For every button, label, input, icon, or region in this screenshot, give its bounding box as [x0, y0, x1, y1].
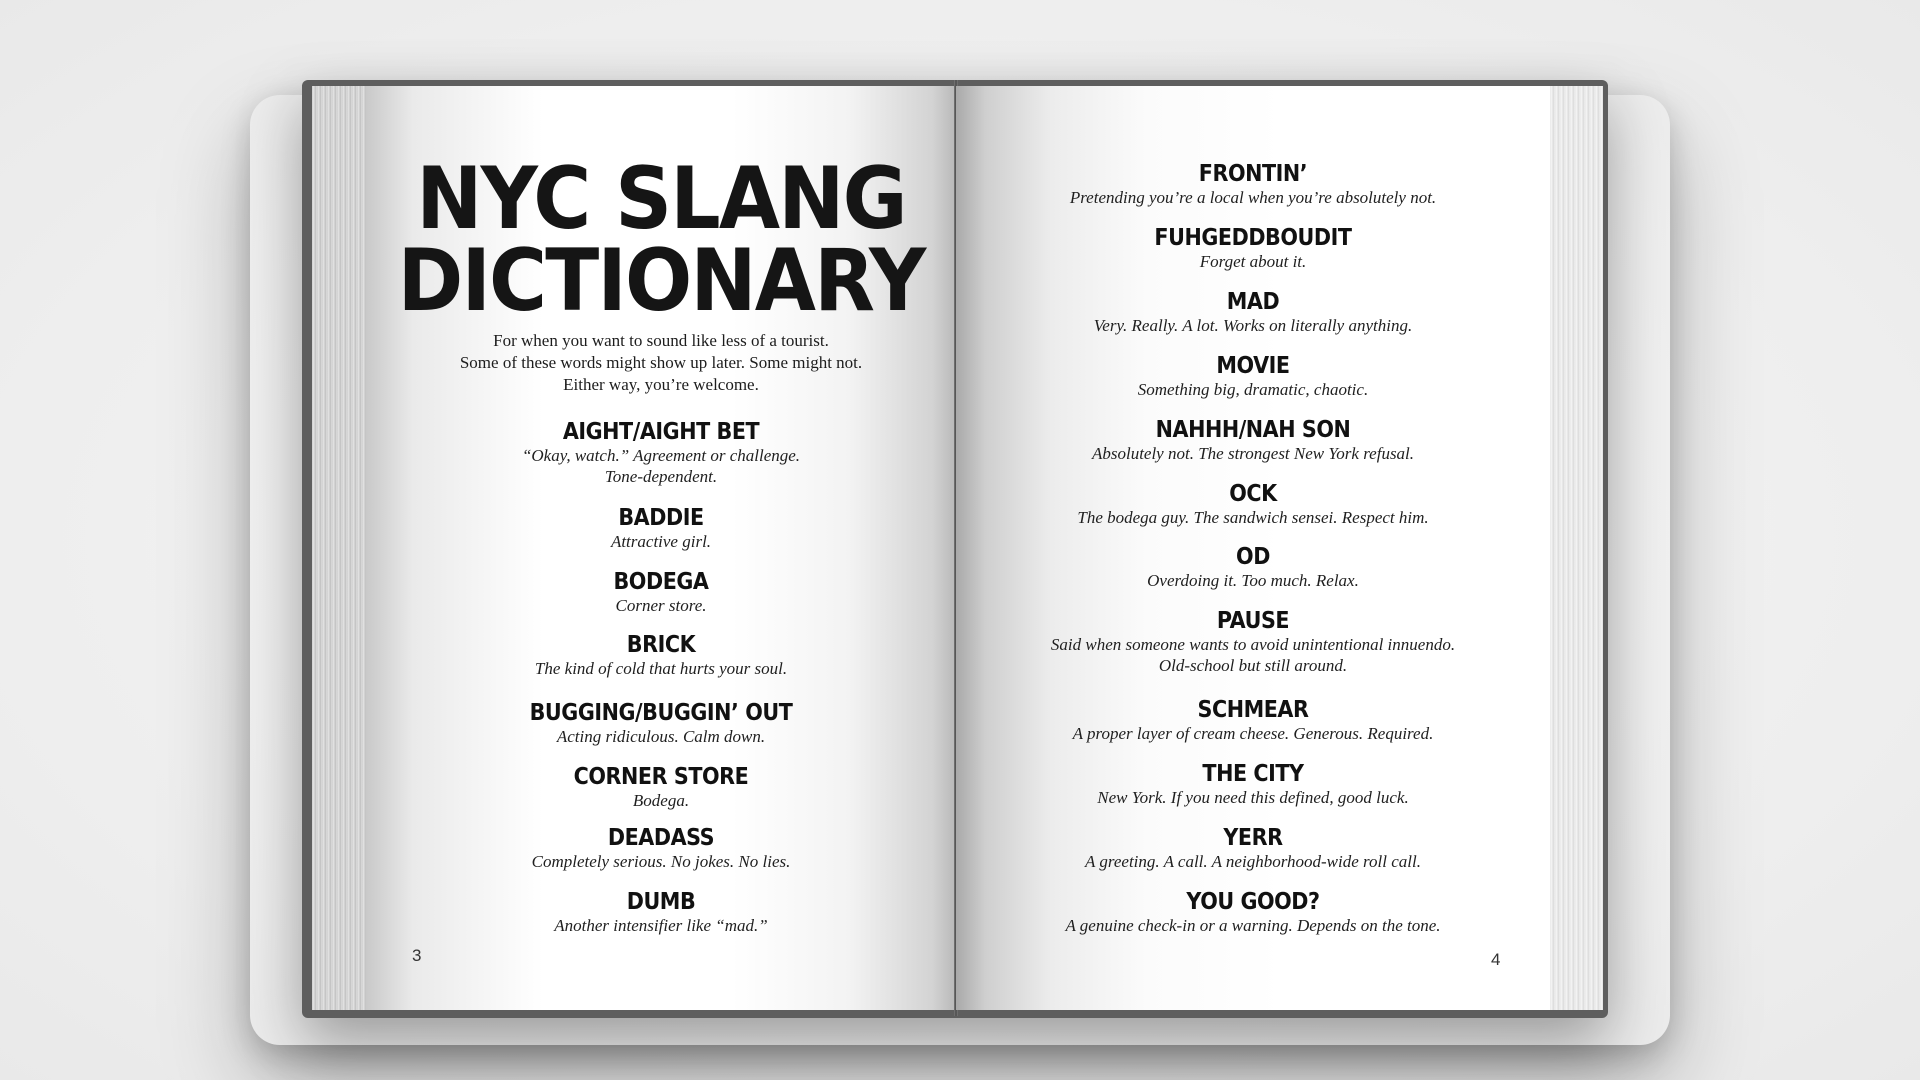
entry-term: MAD	[1226, 289, 1280, 315]
dictionary-entry	[956, 225, 1550, 272]
entry-term: MOVIE	[1216, 353, 1290, 379]
dictionary-entry	[366, 632, 956, 679]
entry-term: BODEGA	[613, 569, 709, 595]
entry-term: YERR	[1223, 825, 1283, 851]
entry-term: CORNER STORE	[573, 764, 749, 790]
entry-definition: Corner store.	[615, 596, 707, 615]
dictionary-entry	[956, 481, 1550, 528]
entry-definition: Said when someone wants to avoid unintentional innuendo.	[1050, 635, 1456, 654]
entry-term: YOU GOOD?	[1186, 889, 1320, 915]
entry-term: THE CITY	[1202, 761, 1304, 787]
title-line-1: NYC SLANG	[416, 149, 906, 249]
entry-term: AIGHT/AIGHT BET	[562, 419, 760, 445]
entry-term: NAHHH/NAH SON	[1155, 417, 1351, 443]
entry-term: PAUSE	[1216, 608, 1290, 634]
entry-definition: A genuine check-in or a warning. Depends on the tone.	[1065, 916, 1441, 935]
dictionary-entry	[956, 825, 1550, 872]
entry-definition: Tone-dependent.	[604, 467, 718, 486]
dictionary-entry	[366, 569, 956, 616]
right-page-stack	[1545, 86, 1603, 1010]
dictionary-entry	[956, 608, 1550, 676]
entry-definition: Bodega.	[632, 791, 690, 810]
entry-definition: Something big, dramatic, chaotic.	[1137, 380, 1369, 399]
dictionary-entry	[956, 353, 1550, 400]
entry-term: BRICK	[626, 632, 696, 658]
entry-definition: Attractive girl.	[610, 532, 712, 551]
dictionary-entry	[956, 417, 1550, 464]
right-page[interactable]	[956, 86, 1550, 1010]
intro-text	[366, 330, 956, 396]
entry-term: FRONTIN’	[1198, 161, 1308, 187]
dictionary-entry	[956, 761, 1550, 808]
entry-definition: Acting ridiculous. Calm down.	[556, 727, 766, 746]
entry-definition: Very. Really. A lot. Works on literally anything.	[1093, 316, 1413, 335]
entry-definition: Completely serious. No jokes. No lies.	[531, 852, 791, 871]
dictionary-entry	[366, 505, 956, 552]
entry-term: DEADASS	[607, 825, 715, 851]
intro-line: Either way, you’re welcome.	[563, 375, 759, 394]
title-line-2: DICTIONARY	[397, 231, 925, 331]
dictionary-entry	[956, 889, 1550, 936]
entry-definition: A proper layer of cream cheese. Generous. Required.	[1072, 724, 1434, 743]
dictionary-entry	[366, 825, 956, 872]
page-number: 4	[1491, 950, 1501, 969]
entry-definition: New York. If you need this defined, good luck.	[1097, 788, 1409, 807]
entry-definition: A greeting. A call. A neighborhood-wide roll call.	[1085, 852, 1421, 871]
dictionary-entry	[956, 289, 1550, 336]
entry-term: OD	[1236, 544, 1270, 570]
entry-term: BADDIE	[618, 505, 704, 531]
dictionary-entry	[956, 697, 1550, 744]
entry-definition: The kind of cold that hurts your soul.	[534, 659, 788, 678]
entry-term: BUGGING/BUGGIN’ OUT	[529, 700, 793, 726]
dictionary-entry	[366, 419, 956, 487]
dictionary-entry	[956, 544, 1550, 591]
dictionary-entry	[366, 700, 956, 747]
entry-definition: “Okay, watch.” Agreement or challenge.	[521, 446, 801, 465]
dictionary-entry	[956, 161, 1550, 208]
entry-term: SCHMEAR	[1197, 697, 1309, 723]
dictionary-entry	[366, 764, 956, 811]
entry-term: FUHGEDDBOUDIT	[1154, 225, 1352, 251]
entry-definition: Overdoing it. Too much. Relax.	[1147, 571, 1359, 590]
entry-term: DUMB	[626, 889, 696, 915]
dictionary-entry	[366, 889, 956, 936]
entry-definition: Old-school but still around.	[1158, 656, 1348, 675]
entry-definition: Another intensifier like “mad.”	[554, 916, 768, 935]
entry-definition: Absolutely not. The strongest New York refusal.	[1091, 444, 1415, 463]
intro-line: Some of these words might show up later. Some might not.	[459, 353, 863, 372]
entry-definition: Pretending you’re a local when you’re absolutely not.	[1069, 188, 1437, 207]
page-title	[390, 149, 933, 331]
page-number: 3	[412, 946, 422, 965]
entry-term: OCK	[1229, 481, 1277, 507]
left-page[interactable]	[366, 86, 956, 1010]
left-page-stack	[312, 86, 368, 1010]
entry-definition: Forget about it.	[1199, 252, 1307, 271]
entry-definition: The bodega guy. The sandwich sensei. Respect him.	[1077, 508, 1429, 527]
intro-line: For when you want to sound like less of a tourist.	[493, 331, 829, 350]
